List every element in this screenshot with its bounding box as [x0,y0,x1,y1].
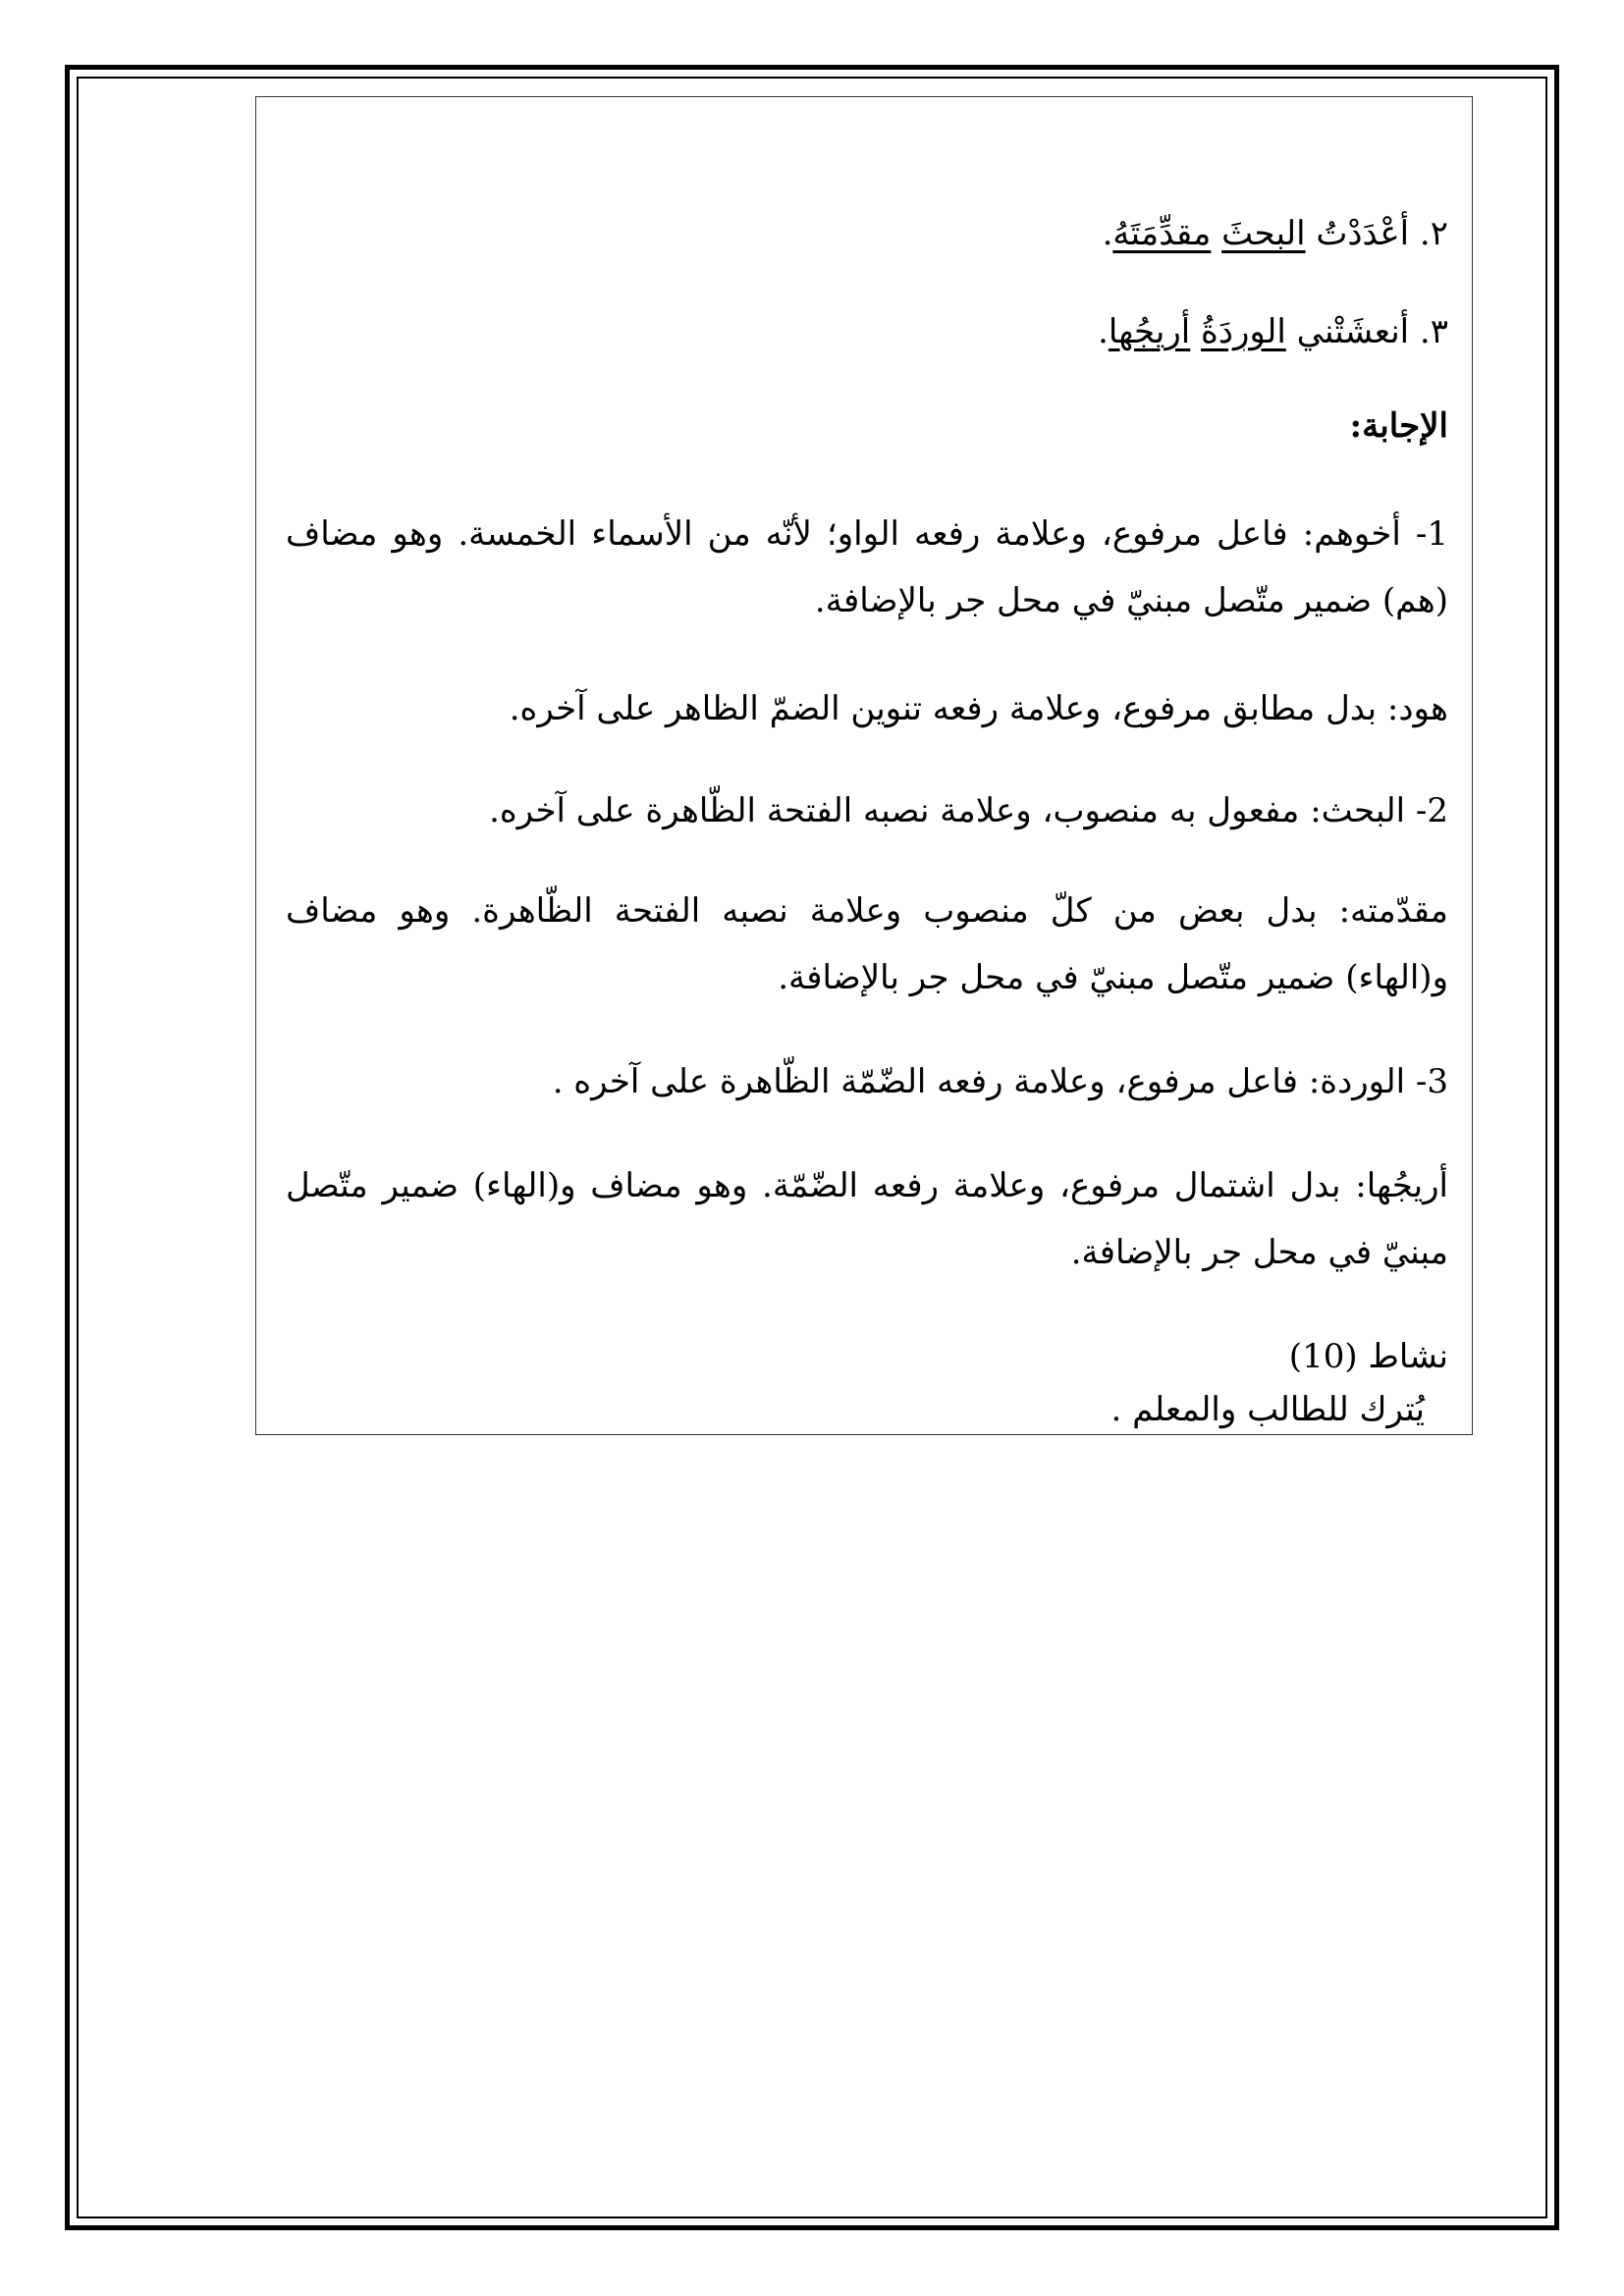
answer-1-line-1: 1- أخوهم: فاعل مرفوع، وعلامة رفعه الواو؛ لأنّه من الأسماء الخمسة. وهو مضاف [286,514,1448,554]
answer-2-badal-line-2: و(الهاء) ضمير متّصل مبنيّ في محل جر بالإضافة. [778,958,1448,997]
question-2: ٢. أعْدَدْتُ البحثَ مقدِّمَتَهُ. [1102,214,1448,253]
answer-3-badal-line-1: أريجُها: بدل اشتمال مرفوع، وعلامة رفعه الضّمّة. وهو مضاف و(الهاء) ضمير متّصل [286,1166,1448,1205]
underlined-word: مقدِّمَتَهُ [1112,214,1212,253]
question-number: ٣. [1409,312,1448,351]
answer-1-badal: هود: بدل مطابق مرفوع، وعلامة رفعه تنوين الضمّ الظاهر على آخره. [509,689,1448,728]
activity-title: نشاط (10) [1288,1337,1448,1376]
underlined-word: الوردَةُ [1201,312,1286,351]
question-verb: أعْدَدْتُ [1305,214,1410,253]
exercise-box [255,96,1473,1435]
question-verb: أنعشَتْني [1285,312,1410,351]
answer-2: 2- البحث: مفعول به منصوب، وعلامة نصبه الفتحة الظّاهرة على آخره. [489,791,1448,830]
underlined-word: أريجُها [1108,312,1191,351]
activity-note: يُترك للطالب والمعلم . [1110,1390,1425,1429]
answer-1-line-2: (هم) ضمير متّصل مبنيّ في محل جر بالإضافة. [814,581,1448,620]
question-number: ٢. [1409,214,1448,253]
question-3: ٣. أنعشَتْني الوردَةُ أريجُها. [1098,312,1448,351]
underlined-word: البحثَ [1221,214,1306,253]
answer-2-badal-line-1: مقدّمته: بدل بعض من كلّ منصوب وعلامة نصبه الفتحة الظّاهرة. وهو مضاف [286,891,1448,931]
answer-3-badal-line-2: مبنيّ في محل جر بالإضافة. [1070,1233,1448,1272]
answer-heading: الإجابة: [1349,406,1448,446]
answer-3: 3- الوردة: فاعل مرفوع، وعلامة رفعه الضّمّة الظّاهرة على آخره . [552,1062,1448,1101]
